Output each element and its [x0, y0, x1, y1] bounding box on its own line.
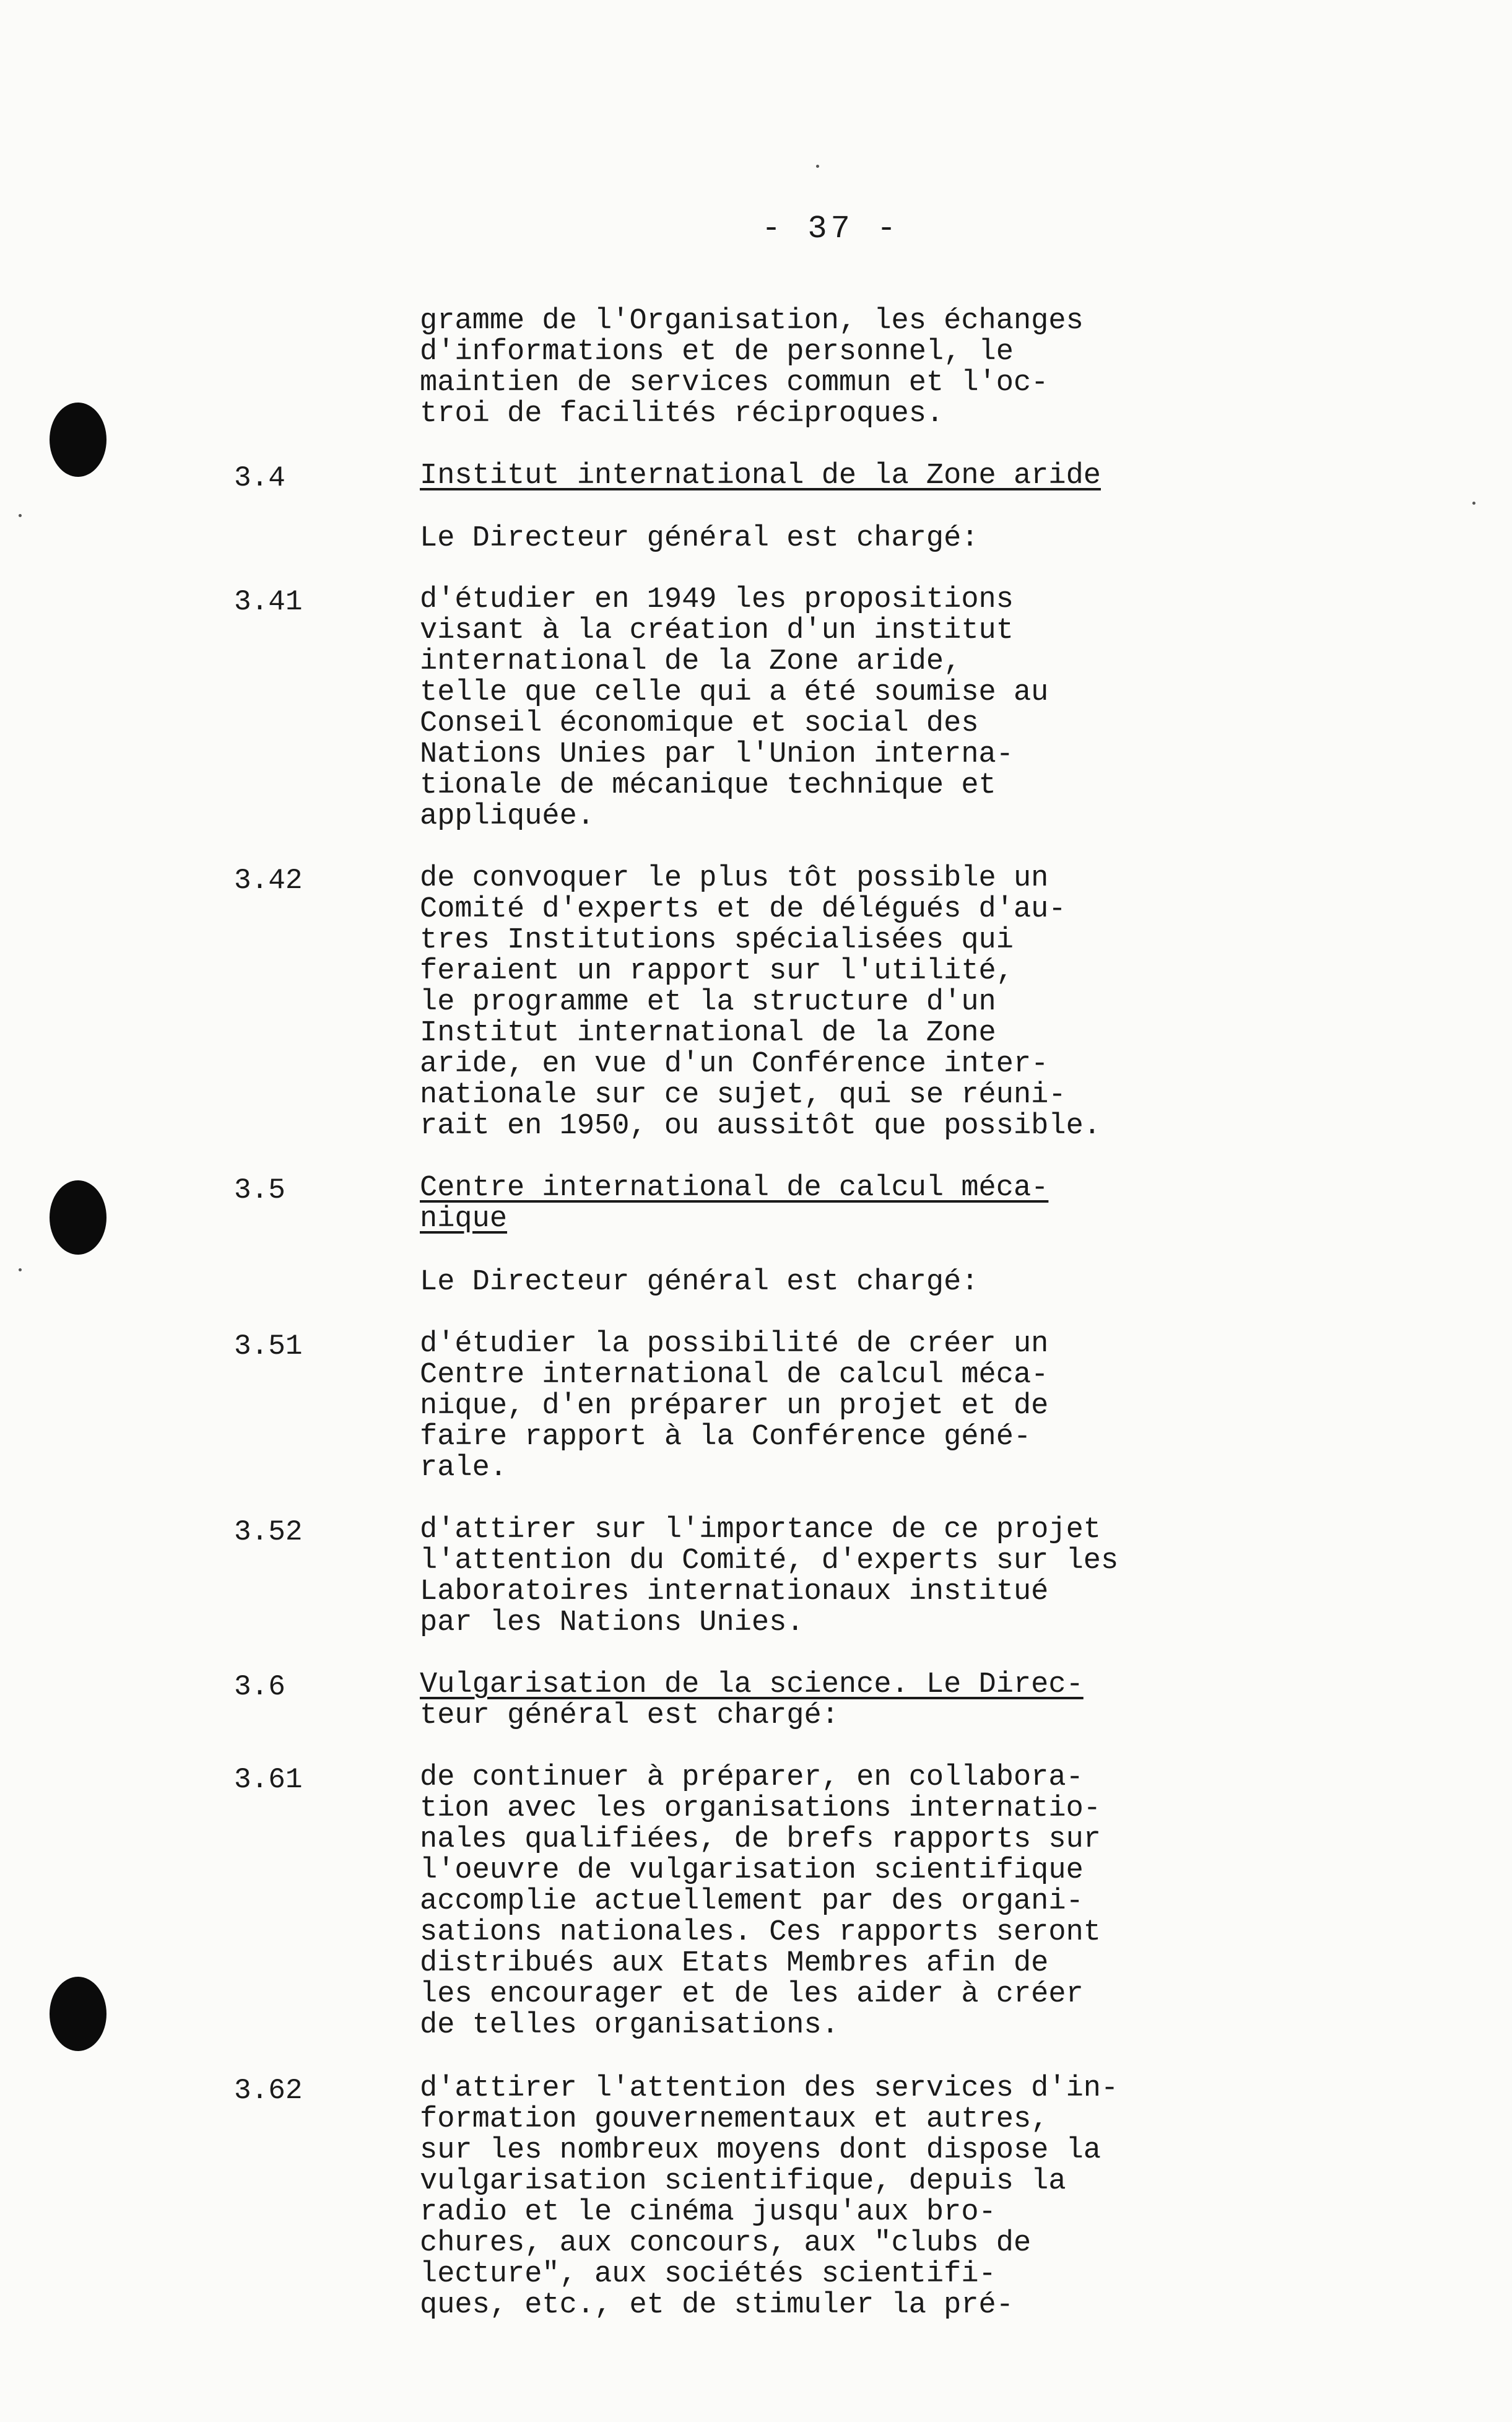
- section-heading: Institut international de la Zone aride: [420, 460, 1101, 492]
- section-number: 3.52: [234, 1516, 303, 1548]
- section-number: 3.5: [234, 1174, 285, 1206]
- section-number: 3.62: [234, 2075, 303, 2107]
- section-heading: Centre international de calcul méca- nique: [420, 1172, 1049, 1235]
- page-number: - 37 -: [762, 211, 900, 247]
- paragraph-continuation: gramme de l'Organisation, les échanges d'informations et de personnel, le maintien de services commun et l'oc- troi de facilités réciproques.: [420, 305, 1084, 430]
- section-number: 3.42: [234, 865, 303, 897]
- paragraph: d'étudier la possibilité de créer un Centre international de calcul méca- nique, d'en préparer un projet et de faire rapport à la Conférence géné- rale.: [420, 1328, 1049, 1484]
- section-number: 3.61: [234, 1764, 303, 1796]
- paragraph: Vulgarisation de la science. Le Direc- teur général est chargé:: [420, 1668, 1084, 1732]
- paragraph: de continuer à préparer, en collabora- tion avec les organisations internatio- nales qualifiées, de brefs rapports sur l'oeuvre de vulgarisation scientifique accomplie actuellement par des organi- sations nationales. Ces rapports seront distribués aux Etats Membres afin de les encourager et de les aider à créer de telles organisations.: [420, 1761, 1101, 2042]
- paragraph: d'attirer sur l'importance de ce projet l'attention du Comité, d'experts sur les Laboratoires internationaux institué par les Nations Unies.: [420, 1514, 1119, 1639]
- section-number: 3.41: [234, 586, 303, 618]
- punch-hole: [50, 1180, 106, 1255]
- section-number: 3.4: [234, 462, 285, 494]
- punch-hole: [50, 403, 106, 477]
- intro-line: Le Directeur général est chargé:: [420, 1266, 979, 1299]
- paragraph: de convoquer le plus tôt possible un Comité d'experts et de délégués d'au- tres Institutions spécialisées qui feraient un rapport sur l'utilité, le programme et la structure d'un Institut international de la Zone aride, en vue d'un Conférence inter- nationale sur ce sujet, qui se réuni- rait en 1950, ou aussitôt que possible.: [420, 862, 1101, 1143]
- intro-line: Le Directeur général est chargé:: [420, 522, 979, 555]
- paragraph: d'étudier en 1949 les propositions visant à la création d'un institut international de la Zone aride, telle que celle qui a été soumise au Conseil économique et social des Nations Unies par l'Union interna- tionale de mécanique technique et appliquée.: [420, 583, 1049, 833]
- section-number: 3.6: [234, 1671, 285, 1703]
- punch-hole: [50, 1977, 106, 2051]
- section-number: 3.51: [234, 1330, 303, 1362]
- paragraph: d'attirer l'attention des services d'in- formation gouvernementaux et autres, sur les nombreux moyens dont dispose la vulgarisation scientifique, depuis la radio et le cinéma jusqu'aux bro- chures, aux concours, aux "clubs de lecture", aux sociétés scientifi- ques, etc., et de stimuler la pré-: [420, 2072, 1119, 2322]
